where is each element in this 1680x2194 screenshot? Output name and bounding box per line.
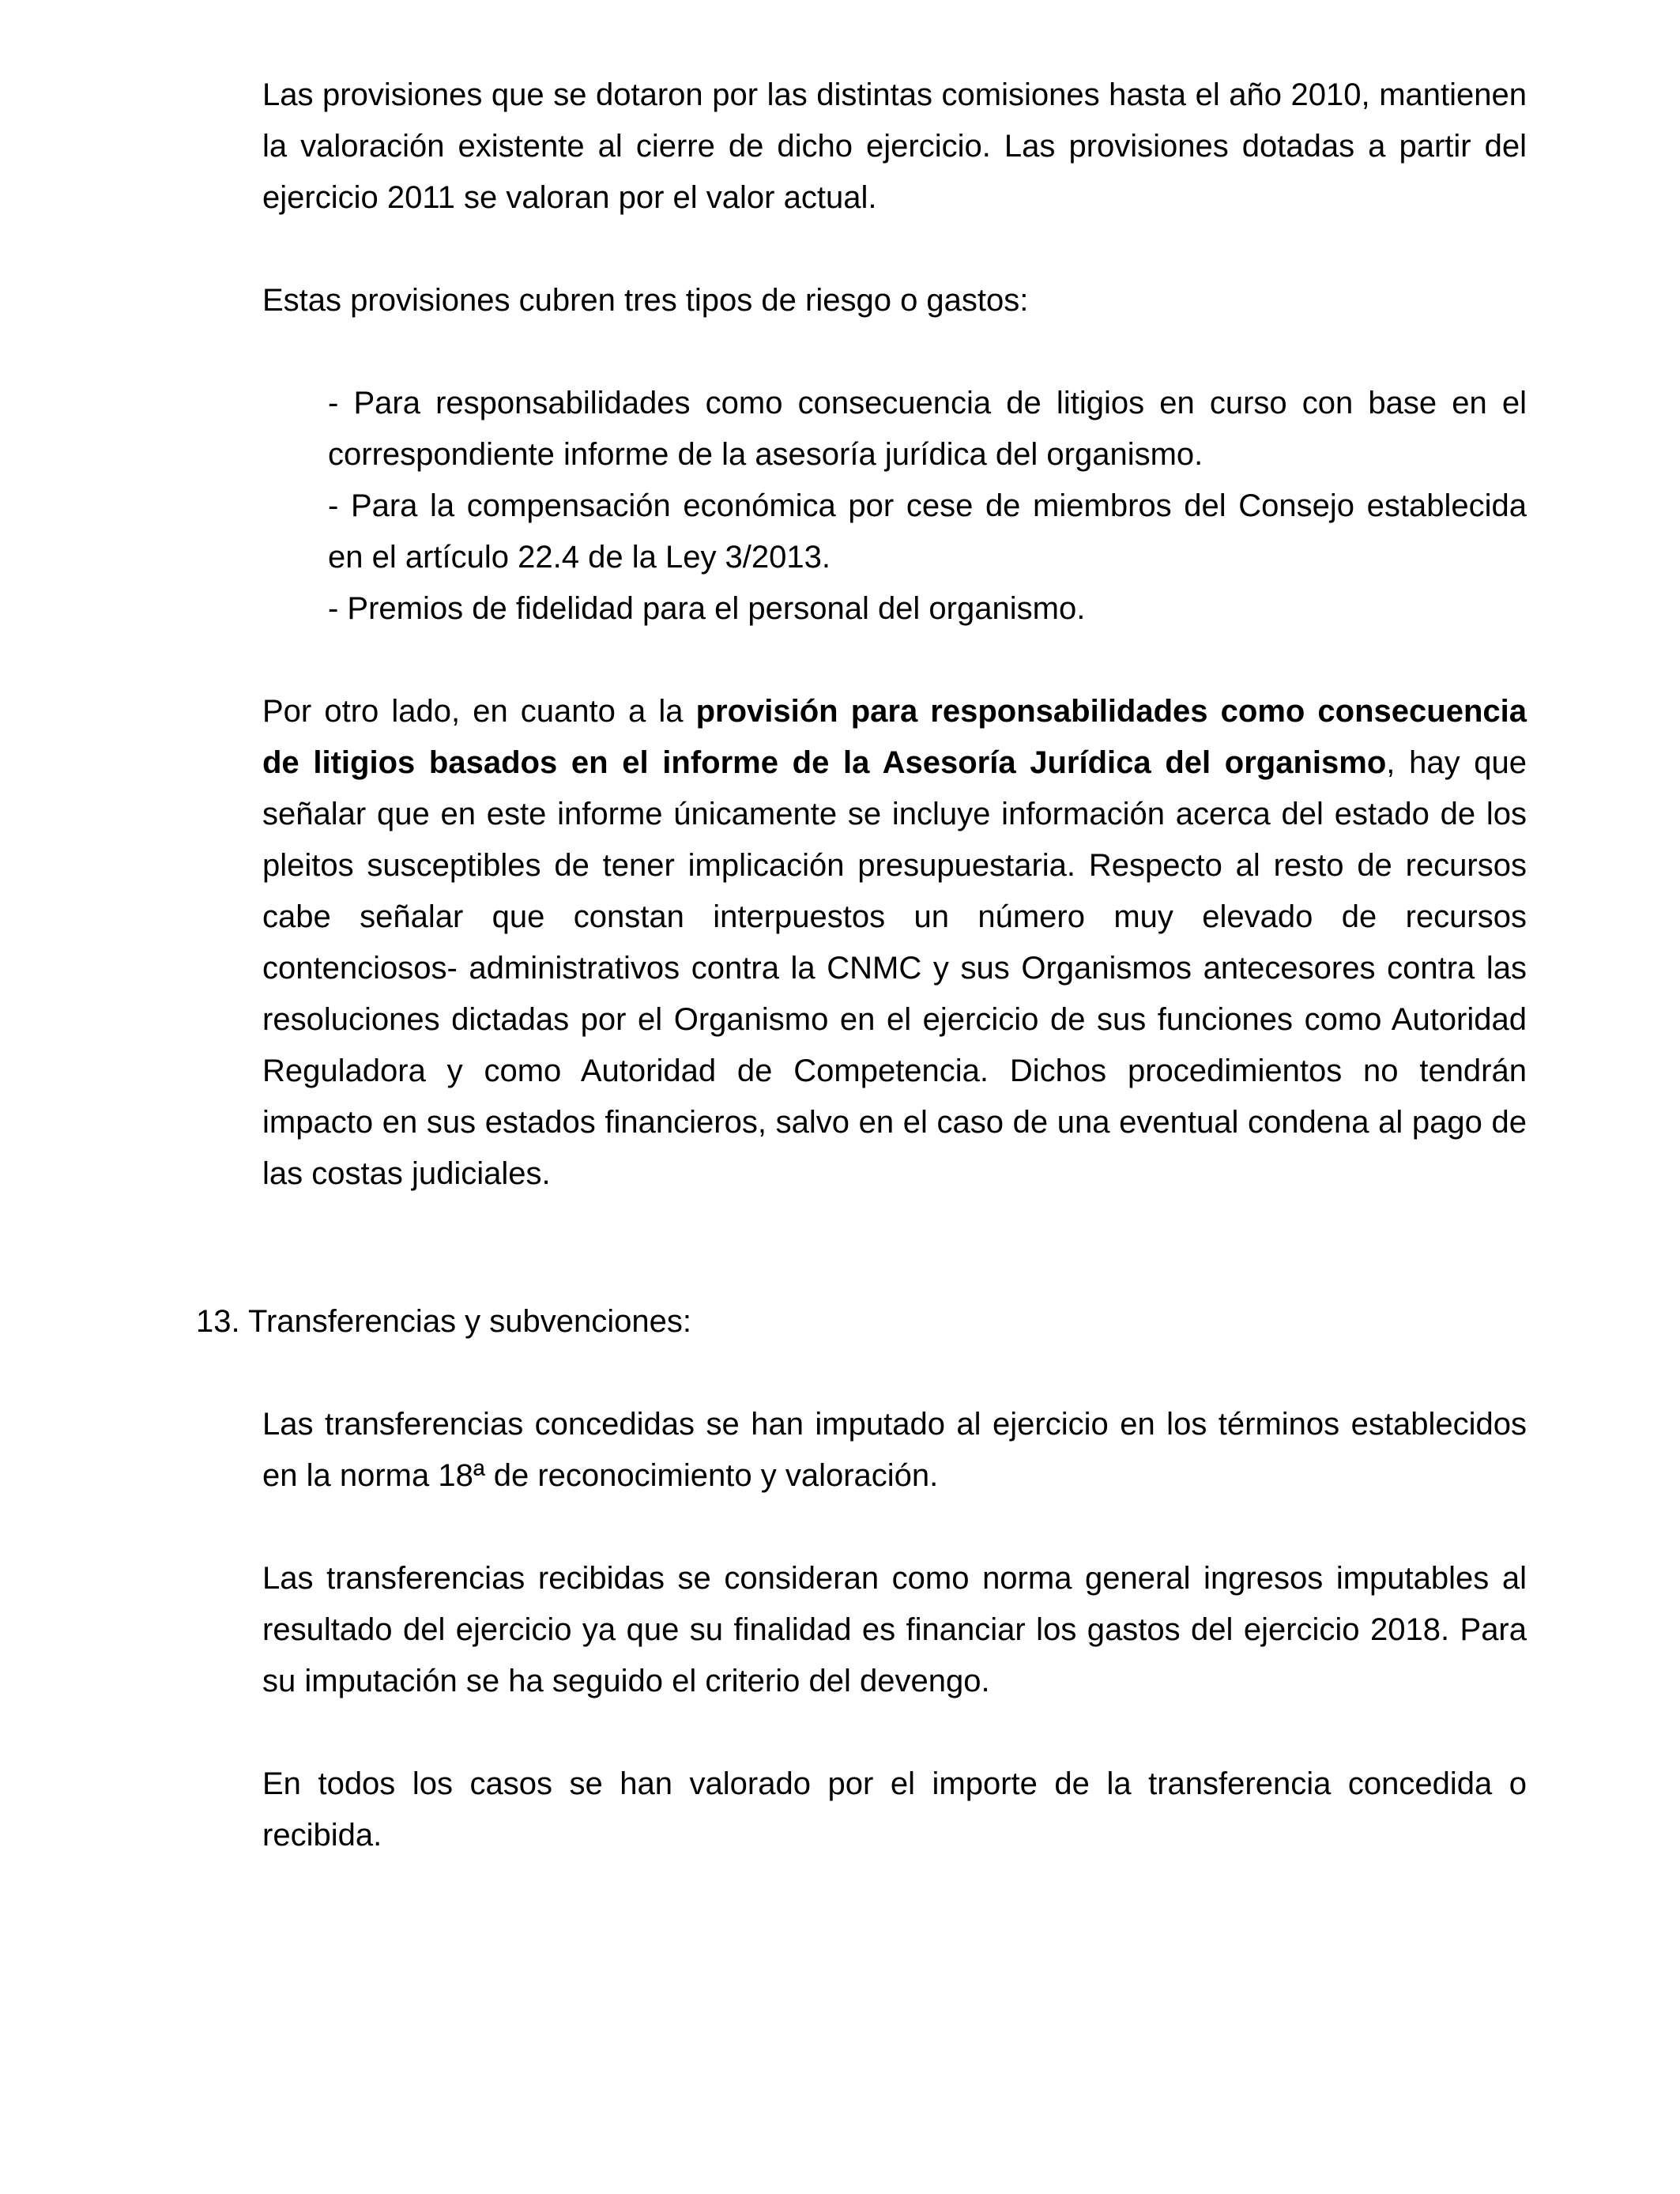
paragraph-transferencias-recibidas: Las transferencias recibidas se consideran como norma general ingresos imputables al resultado del ejercicio ya que su finalidad es financiar los gastos del ejercicio 2018. Para su imputación se ha seguido el criterio del devengo. [262, 1561, 1527, 1698]
paragraph-litigios [262, 686, 1527, 1200]
paragraph-litigios-rest: , hay que señalar que en este informe únicamente se incluye información acerca del estado de los pleitos susceptibles de tener implicación presupuestaria. Respecto al resto de recursos cabe señalar que constan interpuestos un número muy elevado de recursos contenciosos- administrativos contra la CNMC y sus Organismos antecesores contra las resoluciones dictadas por el Organismo en el ejercicio de sus funciones como Autoridad Reguladora y como Autoridad de Competencia. Dichos procedimientos no tendrán impacto en sus estados financieros, salvo en el caso de una eventual condena al pago de las costas judiciales. [262, 745, 1527, 1191]
list-item: - Premios de fidelidad para el personal del organismo. [328, 591, 1086, 626]
risk-list [328, 378, 1527, 635]
paragraph-litigios-intro: Por otro lado, en cuanto a la [262, 694, 696, 729]
list-item: - Para la compensación económica por cese de miembros del Consejo establecida en el artículo 22.4 de la Ley 3/2013. [328, 488, 1527, 575]
paragraph-litigios-bold: provisión para responsabilidades como consecuencia de litigios basados en el informe de la Asesoría Jurídica del organismo [262, 694, 1527, 780]
section-heading-transferencias: 13. Transferencias y subvenciones: [196, 1304, 692, 1339]
paragraph-provisiones-valoracion: Las provisiones que se dotaron por las distintas comisiones hasta el año 2010, mantienen la valoración existente al cierre de dicho ejercicio. Las provisiones dotadas a partir del ejercicio 2011 se valoran por el valor actual. [262, 77, 1527, 215]
list-item: - Para responsabilidades como consecuencia de litigios en curso con base en el correspondiente informe de la asesoría jurídica del organismo. [328, 386, 1527, 472]
paragraph-transferencias-concedidas: Las transferencias concedidas se han imputado al ejercicio en los términos establecidos en la norma 18ª de reconocimiento y valoración. [262, 1407, 1527, 1493]
paragraph-tipos-riesgo: Estas provisiones cubren tres tipos de riesgo o gastos: [262, 283, 1029, 318]
paragraph-valoracion-importe: En todos los casos se han valorado por el importe de la transferencia concedida o recibida. [262, 1766, 1527, 1853]
